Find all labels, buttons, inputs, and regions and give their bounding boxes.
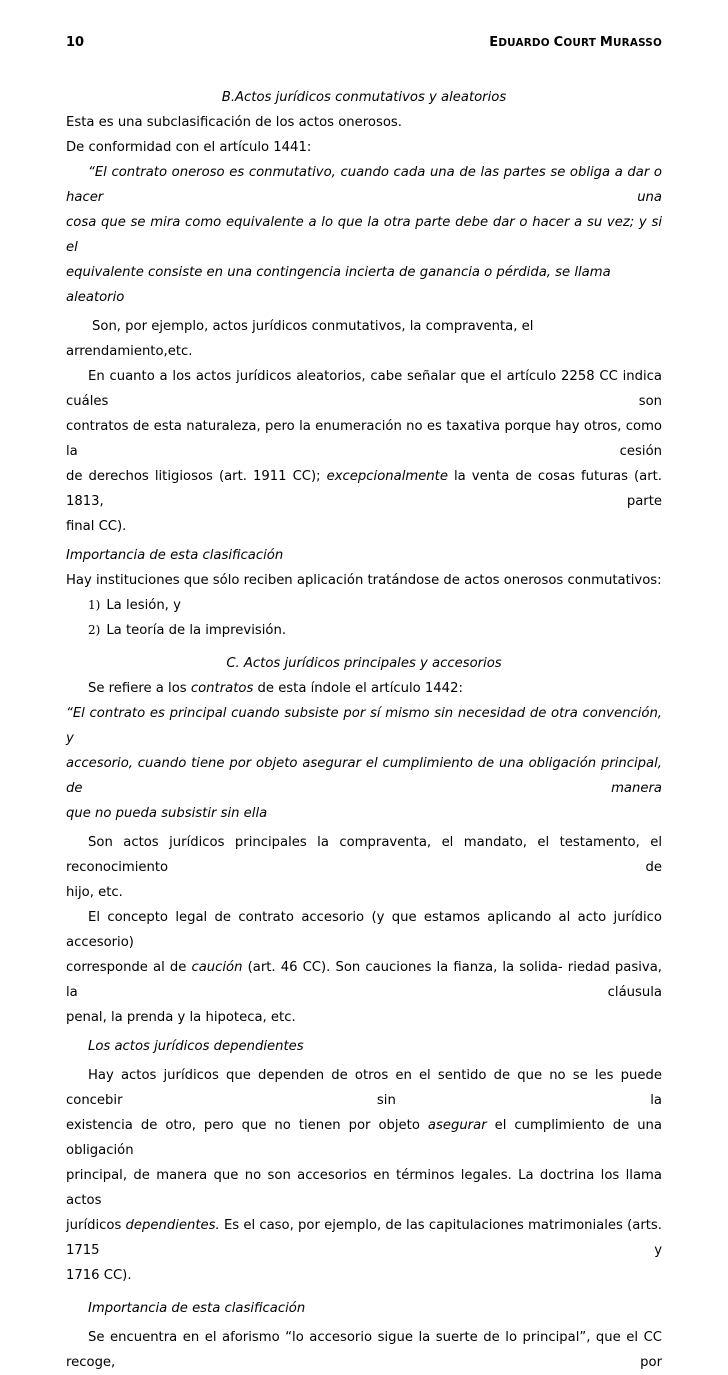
section-b-article-ref: De conformidad con el artículo 1441:	[66, 140, 312, 155]
institutions-paragraph: Hay instituciones que sólo reciben aplicación tratándose de actos onerosos conmutativos:	[66, 573, 662, 588]
principal-examples-line: hijo, etc.	[66, 885, 123, 900]
quote-1441-line: equivalente consiste en una contingencia incierta de ganancia o pérdida, se llama aleatorio	[66, 265, 611, 305]
accessory-paragraph-line: penal, la prenda y la hipoteca, etc.	[66, 1010, 296, 1025]
aphorism-paragraph-line: Se encuentra en el aforismo “lo accesorio sigue la suerte de lo principal”, que el CC recoge, por	[66, 1330, 662, 1370]
dependent-paragraph-line: Hay actos jurídicos que dependen de otros en el sentido de que no se les puede concebir sin la	[66, 1068, 662, 1108]
accessory-paragraph-line: corresponde al de caución (art. 46 CC). Son cauciones la fianza, la solida- riedad pasiva, la cláusula	[66, 960, 662, 1000]
dependent-paragraph-line: existencia de otro, pero que no tienen por objeto asegurar el cumplimiento de una obligación	[66, 1118, 662, 1158]
quote-1442-line: que no pueda subsistir sin ella	[66, 806, 268, 821]
importance-heading-c: Importancia de esta clasificación	[88, 1301, 306, 1316]
importance-heading-b: Importancia de esta clasificación	[66, 548, 284, 563]
section-c-title: C. Actos jurídicos principales y accesorios	[226, 656, 502, 671]
section-b-title: B.Actos jurídicos conmutativos y aleatorios	[221, 90, 507, 105]
commutative-examples: Son, por ejemplo, actos jurídicos conmutativos, la compraventa, el arrendamiento,etc.	[66, 319, 534, 359]
accessory-paragraph-line: El concepto legal de contrato accesorio (y que estamos aplicando al acto jurídico accesorio)	[66, 910, 662, 950]
section-b-intro: Esta es una subclasificación de los actos onerosos.	[66, 115, 402, 130]
page-header	[66, 30, 662, 56]
principal-examples-line: Son actos jurídicos principales la compraventa, el mandato, el testamento, el reconocimiento de	[66, 835, 662, 875]
aleatory-paragraph-line: En cuanto a los actos jurídicos aleatorios, cabe señalar que el artículo 2258 CC indica cuáles son	[66, 369, 662, 409]
quote-1441-line: “El contrato oneroso es conmutativo, cuando cada una de las partes se obliga a dar o hacer una	[66, 165, 662, 205]
dependent-paragraph-line: jurídicos dependientes. Es el caso, por ejemplo, de las capitulaciones matrimoniales (arts. 1715 y	[66, 1218, 662, 1258]
quote-1442-line: accesorio, cuando tiene por objeto asegurar el cumplimiento de una obligación principal, de manera	[66, 756, 662, 796]
aleatory-paragraph-line: de derechos litigiosos (art. 1911 CC); excepcionalmente la venta de cosas futuras (art. 1813, parte	[66, 469, 662, 509]
document-page	[66, 30, 662, 1375]
running-head-author: EDUARDO COURT MURASSO	[489, 35, 662, 50]
list-item: 2) La teoría de la imprevisión.	[88, 623, 287, 638]
dependent-acts-heading: Los actos jurídicos dependientes	[88, 1039, 304, 1054]
quote-1441-line: cosa que se mira como equivalente a lo que la otra parte debe dar o hacer a su vez; y si el	[66, 215, 662, 255]
section-c-intro: Se refiere a los contratos de esta índole el artículo 1442:	[88, 681, 463, 696]
dependent-paragraph-line: 1716 CC).	[66, 1268, 132, 1283]
list-item: 1) La lesión, y	[88, 598, 181, 613]
aleatory-paragraph-line: contratos de esta naturaleza, pero la enumeración no es taxativa porque hay otros, como la cesión	[66, 419, 662, 459]
quote-1442-line: “El contrato es principal cuando subsiste por sí mismo sin necesidad de otra convención, y	[66, 706, 662, 746]
page-number: 10	[66, 35, 85, 50]
aleatory-paragraph-line: final CC).	[66, 519, 127, 534]
dependent-paragraph-line: principal, de manera que no son accesorios en términos legales. La doctrina los llama actos	[66, 1168, 662, 1208]
